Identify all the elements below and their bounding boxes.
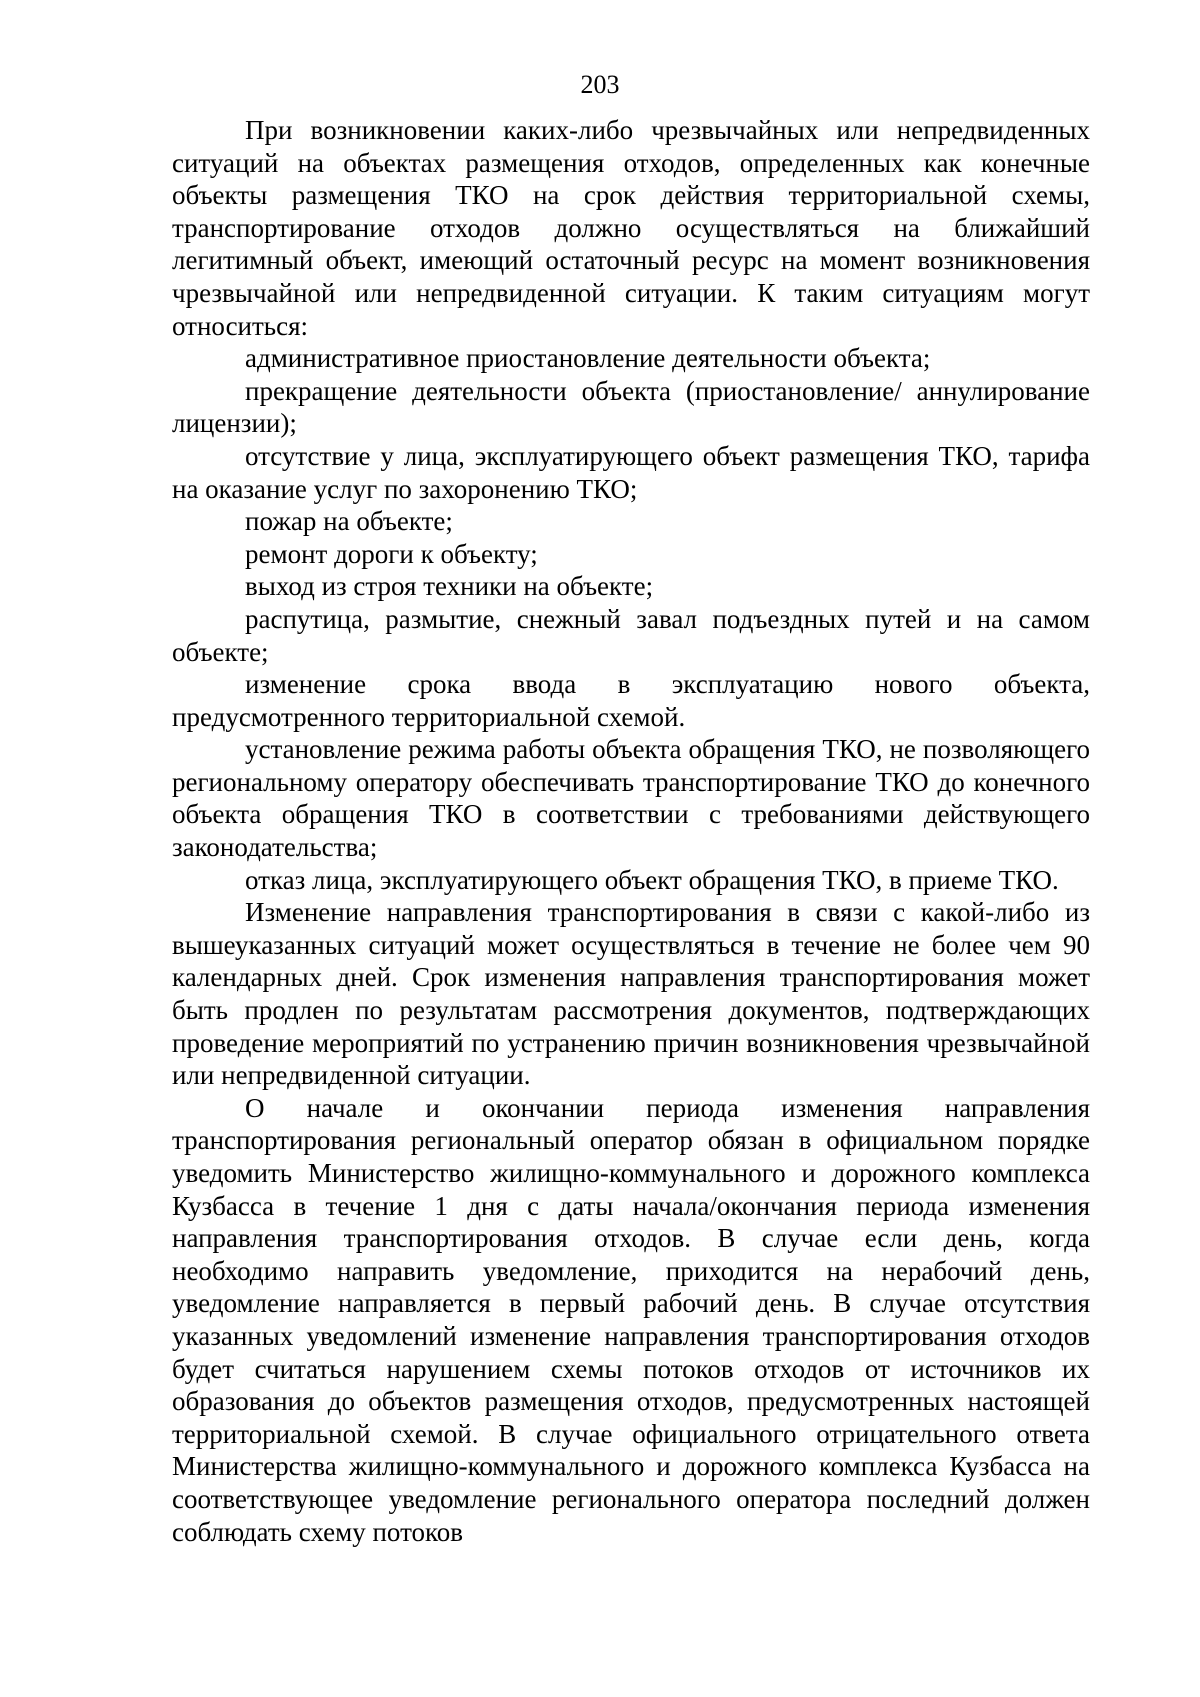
list-item-equipment-failure: выход из строя техники на объекте; (245, 571, 654, 602)
paragraph-emergency-intro: При возникновении каких-либо чрезвычайных или непредвиденных ситуаций на объектах размещения отходов, определенных как конечные объекты размещения ТКО на срок действия территориальной схемы, транспортирование отходов должно осуществляться на ближайший легитимный объект, имеющий остаточный ресурс на момент возникновения чрезвычайной или непредвиденной ситуации. К таким ситуациям могут относиться: (172, 115, 1090, 341)
list-item-commissioning-change: изменение срока ввода в эксплуатацию нового объекта, предусмотренного территориальной схемой. (172, 669, 1090, 732)
list-item-acceptance-refusal: отказ лица, эксплуатирующего объект обращения ТКО, в приеме ТКО. (245, 864, 1059, 895)
list-item-road-repair: ремонт дороги к объекту; (245, 538, 538, 569)
list-item-no-tariff: отсутствие у лица, эксплуатирующего объект размещения ТКО, тарифа на оказание услуг по захоронению ТКО; (172, 440, 1090, 504)
list-item-fire: пожар на объекте; (245, 506, 453, 537)
list-item-license-termination: прекращение деятельности объекта (приостановление/ аннулирование лицензии); (172, 375, 1090, 439)
list-item-admin-suspension: административное приостановление деятельности объекта; (245, 343, 931, 374)
page-number: 203 (580, 70, 620, 99)
list-item-operating-mode: установление режима работы объекта обращения ТКО, не позволяющего региональному оператору обеспечивать транспортирование ТКО до конечного объекта обращения ТКО в соответствии с требованиями действующего законодательства; (172, 734, 1090, 863)
document-body (172, 114, 1090, 1548)
paragraph-notification-duty: О начале и окончании периода изменения направления транспортирования региональный оператор обязан в официальном порядке уведомить Министерство жилищно-коммунального и дорожного комплекса Кузбасса в течение 1 дня с даты начала/окончания периода изменения направления транспортирования отходов. В случае если день, когда необходимо направить уведомление, приходится на нерабочий день, уведомление направляется в первый рабочий день. В случае отсутствия указанных уведомлений изменение направления транспортирования отходов будет считаться нарушением схемы потоков отходов от источников их образования до объектов размещения отходов, предусмотренных настоящей территориальной схемой. В случае официального отрицательного ответа Министерства жилищно-коммунального и дорожного комплекса Кузбасса на соответствующее уведомление регионального оператора последний должен соблюдать схему потоков (172, 1092, 1090, 1547)
paragraph-direction-change-period: Изменение направления транспортирования в связи с какой-либо из вышеуказанных ситуаций может осуществляться в течение не более чем 90 календарных дней. Срок изменения направления транспортирования может быть продлен по результатам рассмотрения документов, подтверждающих проведение мероприятий по устранению причин возникновения чрезвычайной или непредвиденной ситуации. (172, 897, 1090, 1091)
list-item-road-conditions: распутица, размытие, снежный завал подъездных путей и на самом объекте; (172, 603, 1090, 667)
